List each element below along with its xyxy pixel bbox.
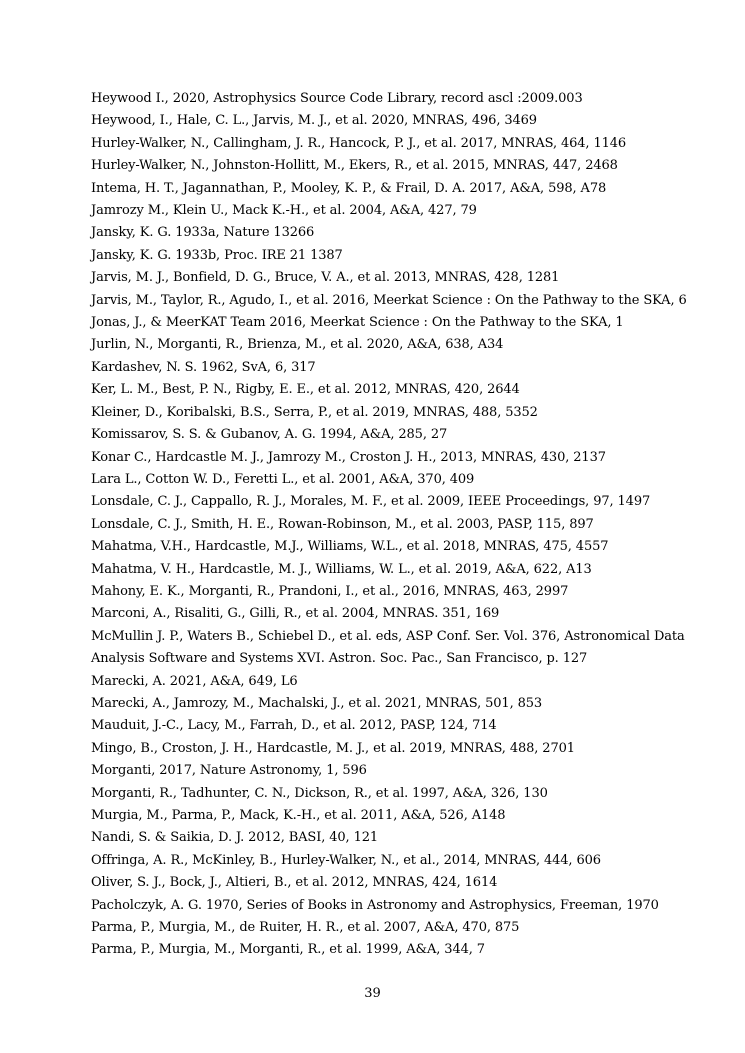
reference-entry: Hurley-Walker, N., Callingham, J. R., Hancock, P. J., et al. 2017, MNRAS, 464, 1146 [91,135,627,151]
reference-entry: Morganti, R., Tadhunter, C. N., Dickson, R., et al. 1997, A&A, 326, 130 [91,785,548,801]
reference-entry: Oliver, S. J., Bock, J., Altieri, B., et al. 2012, MNRAS, 424, 1614 [91,875,498,891]
reference-entry: Ker, L. M., Best, P. N., Rigby, E. E., et al. 2012, MNRAS, 420, 2644 [91,382,520,398]
reference-entry: Mahony, E. K., Morganti, R., Prandoni, I., et al., 2016, MNRAS, 463, 2997 [91,583,569,599]
reference-entry: Pacholczyk, A. G. 1970, Series of Books in Astronomy and Astrophysics, Freeman, 1970 [91,897,659,913]
reference-entry: Intema, H. T., Jagannathan, P., Mooley, K. P., & Frail, D. A. 2017, A&A, 598, A78 [91,180,607,196]
reference-entry: Lara L., Cotton W. D., Feretti L., et al. 2001, A&A, 370, 409 [91,471,475,487]
reference-entry: Nandi, S. & Saikia, D. J. 2012, BASI, 40, 121 [91,830,379,846]
reference-entry: Jurlin, N., Morganti, R., Brienza, M., et al. 2020, A&A, 638, A34 [91,337,504,353]
reference-entry: Jarvis, M. J., Bonfield, D. G., Bruce, V. A., et al. 2013, MNRAS, 428, 1281 [91,270,560,286]
reference-entry: Marecki, A., Jamrozy, M., Machalski, J., et al. 2021, MNRAS, 501, 853 [91,695,543,711]
reference-entry: Jamrozy M., Klein U., Mack K.-H., et al. 2004, A&A, 427, 79 [91,203,477,219]
reference-entry: Marconi, A., Risaliti, G., Gilli, R., et al. 2004, MNRAS. 351, 169 [91,606,500,622]
reference-entry: Kleiner, D., Koribalski, B.S., Serra, P., et al. 2019, MNRAS, 488, 5352 [91,404,538,420]
reference-entry: Lonsdale, C. J., Cappallo, R. J., Morales, M. F., et al. 2009, IEEE Proceedings, 97, 1497 [91,494,651,510]
reference-entry: Parma, P., Murgia, M., de Ruiter, H. R., et al. 2007, A&A, 470, 875 [91,920,520,936]
reference-entry: Mauduit, J.-C., Lacy, M., Farrah, D., et al. 2012, PASP, 124, 714 [91,718,497,734]
reference-entry: Komissarov, S. S. & Gubanov, A. G. 1994, A&A, 285, 27 [91,427,448,443]
reference-entry: Morganti, 2017, Nature Astronomy, 1, 596 [91,763,367,779]
reference-entry: Kardashev, N. S. 1962, SvA, 6, 317 [91,359,316,375]
reference-entry: Mingo, B., Croston, J. H., Hardcastle, M. J., et al. 2019, MNRAS, 488, 2701 [91,740,575,756]
reference-entry: McMullin J. P., Waters B., Schiebel D., et al. eds, ASP Conf. Ser. Vol. 376, Astronomical Data Analysis Software and Systems XVI. Astron. Soc. Pac., San Francisco, p. 127 [91,628,685,667]
reference-entry: Lonsdale, C. J., Smith, H. E., Rowan-Robinson, M., et al. 2003, PASP, 115, 897 [91,516,594,532]
reference-entry: Parma, P., Murgia, M., Morganti, R., et al. 1999, A&A, 344, 7 [91,942,485,958]
reference-list [91,88,721,962]
page-number: 39 [364,986,381,1001]
reference-entry: Murgia, M., Parma, P., Mack, K.-H., et al. 2011, A&A, 526, A148 [91,808,506,823]
reference-entry: Jarvis, M., Taylor, R., Agudo, I., et al. 2016, Meerkat Science : On the Pathway to the SKA, 6 [91,292,687,308]
reference-entry: Jonas, J., & MeerKAT Team 2016, Meerkat Science : On the Pathway to the SKA, 1 [91,315,624,331]
reference-entry: Mahatma, V. H., Hardcastle, M. J., Williams, W. L., et al. 2019, A&A, 622, A13 [91,561,592,577]
reference-entry: Mahatma, V.H., Hardcastle, M.J., Williams, W.L., et al. 2018, MNRAS, 475, 4557 [91,539,609,555]
reference-entry: Jansky, K. G. 1933a, Nature 13266 [91,225,315,241]
reference-entry: Konar C., Hardcastle M. J., Jamrozy M., Croston J. H., 2013, MNRAS, 430, 2137 [91,449,606,465]
reference-entry: Jansky, K. G. 1933b, Proc. IRE 21 1387 [91,247,343,263]
reference-entry: Marecki, A. 2021, A&A, 649, L6 [91,673,298,689]
reference-entry: Heywood, I., Hale, C. L., Jarvis, M. J., et al. 2020, MNRAS, 496, 3469 [91,113,537,129]
reference-entry: Offringa, A. R., McKinley, B., Hurley-Walker, N., et al., 2014, MNRAS, 444, 606 [91,852,601,868]
reference-entry: Heywood I., 2020, Astrophysics Source Code Library, record ascl :2009.003 [91,91,583,106]
reference-entry: Hurley-Walker, N., Johnston-Hollitt, M., Ekers, R., et al. 2015, MNRAS, 447, 2468 [91,158,618,174]
